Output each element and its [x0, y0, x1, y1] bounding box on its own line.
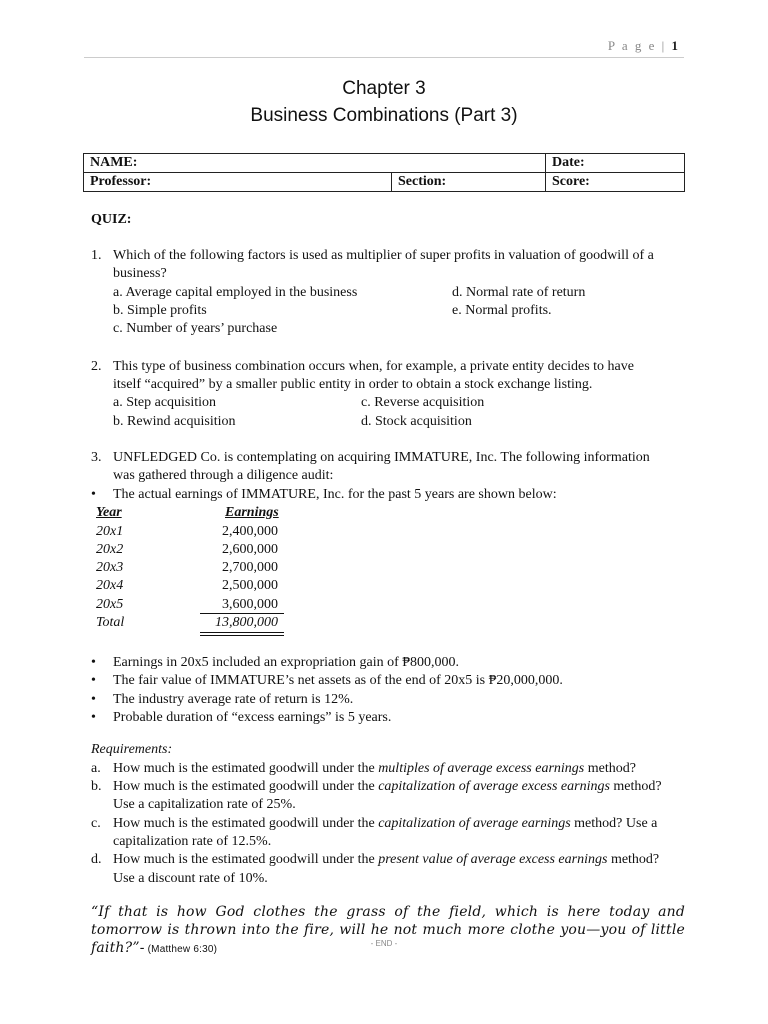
- date-field[interactable]: Date:: [546, 154, 685, 173]
- q1-option-e: e. Normal profits.: [452, 303, 552, 318]
- row-year: 20x2: [96, 542, 124, 557]
- header-rule: [84, 57, 684, 58]
- req-d-letter: d.: [91, 852, 102, 867]
- page-number: 1: [671, 38, 678, 53]
- quiz-label: QUIZ:: [91, 212, 132, 227]
- q1-option-d: d. Normal rate of return: [452, 285, 586, 300]
- col-earnings-header: Earnings: [225, 505, 279, 520]
- name-field[interactable]: NAME:: [84, 154, 546, 173]
- bullet-expropriation-gain: • Earnings in 20x5 included an expropriation gain of ₱800,000.: [113, 654, 459, 672]
- quote-text: “If that is how God clothes the grass of the field, which is here today and tomorrow is thrown into the fire, will he not much more clothe you—you of little faith?”-: [91, 904, 685, 956]
- student-info-table: [83, 153, 685, 192]
- q1-option-c: c. Number of years’ purchase: [113, 321, 278, 336]
- req-c-text: How much is the estimated goodwill under the capitalization of average earnings method? Use a: [113, 816, 658, 831]
- req-d-text: How much is the estimated goodwill under the present value of average excess earnings method?: [113, 852, 660, 867]
- row-earnings: 2,600,000: [222, 542, 278, 557]
- closing-quote: [91, 903, 685, 959]
- bullet-industry-rate: • The industry average rate of return is 12%.: [113, 691, 353, 709]
- requirements-label: Requirements:: [91, 742, 173, 757]
- req-d-line2: Use a discount rate of 10%.: [113, 871, 268, 886]
- q3-number: 3.: [91, 450, 102, 465]
- chapter-title: Chapter 3: [342, 78, 426, 99]
- total-rule-2: [200, 635, 284, 636]
- q2-option-d: d. Stock acquisition: [361, 414, 472, 429]
- q1-option-a: a. Average capital employed in the business: [113, 285, 358, 300]
- row-year: 20x3: [96, 560, 124, 575]
- quote-reference: (Matthew 6:30): [144, 944, 218, 955]
- total-label: Total: [96, 615, 125, 630]
- req-c-letter: c.: [91, 816, 101, 831]
- col-year-header: Year: [96, 505, 122, 520]
- q2-number: 2.: [91, 359, 102, 374]
- q1-option-b: b. Simple profits: [113, 303, 207, 318]
- q3-bullet-earnings: • The actual earnings of IMMATURE, Inc. for the past 5 years are shown below:: [113, 486, 557, 504]
- professor-field[interactable]: Professor:: [84, 173, 392, 192]
- row-earnings: 2,400,000: [222, 524, 278, 539]
- req-b-letter: b.: [91, 779, 102, 794]
- q1-number: 1.: [91, 248, 102, 263]
- section-field[interactable]: Section:: [392, 173, 546, 192]
- q3-stem-line1: UNFLEDGED Co. is contemplating on acquiring IMMATURE, Inc. The following information: [113, 450, 650, 465]
- req-c-line2: capitalization rate of 12.5%.: [113, 834, 272, 849]
- row-earnings: 3,600,000: [222, 597, 278, 612]
- total-value: 13,800,000: [215, 615, 278, 630]
- page-header: [608, 38, 678, 54]
- q1-stem-line2: business?: [113, 266, 167, 281]
- q2-stem-line1: This type of business combination occurs when, for example, a private entity decides to have: [113, 359, 634, 374]
- q3-stem-line2: was gathered through a diligence audit:: [113, 468, 334, 483]
- row-year: 20x4: [96, 578, 124, 593]
- req-a-letter: a.: [91, 761, 101, 776]
- bullet-fair-value: • The fair value of IMMATURE’s net assets as of the end of 20x5 is ₱20,000,000.: [113, 672, 563, 690]
- score-field[interactable]: Score:: [546, 173, 685, 192]
- page-label: P a g e |: [607, 38, 667, 53]
- q2-option-c: c. Reverse acquisition: [361, 395, 485, 410]
- req-b-line2: Use a capitalization rate of 25%.: [113, 797, 296, 812]
- chapter-subtitle: Business Combinations (Part 3): [250, 105, 518, 126]
- req-a-text: How much is the estimated goodwill under the multiples of average excess earnings method?: [113, 761, 636, 776]
- total-rule-1: [200, 632, 284, 633]
- q2-stem-line2: itself “acquired” by a smaller public entity in order to obtain a stock exchange listing.: [113, 377, 593, 392]
- q2-option-b: b. Rewind acquisition: [113, 414, 236, 429]
- bullet-duration: • Probable duration of “excess earnings” is 5 years.: [113, 709, 391, 727]
- row-year: 20x1: [96, 524, 124, 539]
- q1-stem-line1: Which of the following factors is used as multiplier of super profits in valuation of goodwill of a: [113, 248, 654, 263]
- row-year: 20x5: [96, 597, 124, 612]
- row-earnings: 2,500,000: [222, 578, 278, 593]
- end-marker: - END -: [370, 939, 398, 948]
- q2-option-a: a. Step acquisition: [113, 395, 217, 410]
- req-b-text: How much is the estimated goodwill under the capitalization of average excess earnings method?: [113, 779, 662, 794]
- row-earnings: 2,700,000: [222, 560, 278, 575]
